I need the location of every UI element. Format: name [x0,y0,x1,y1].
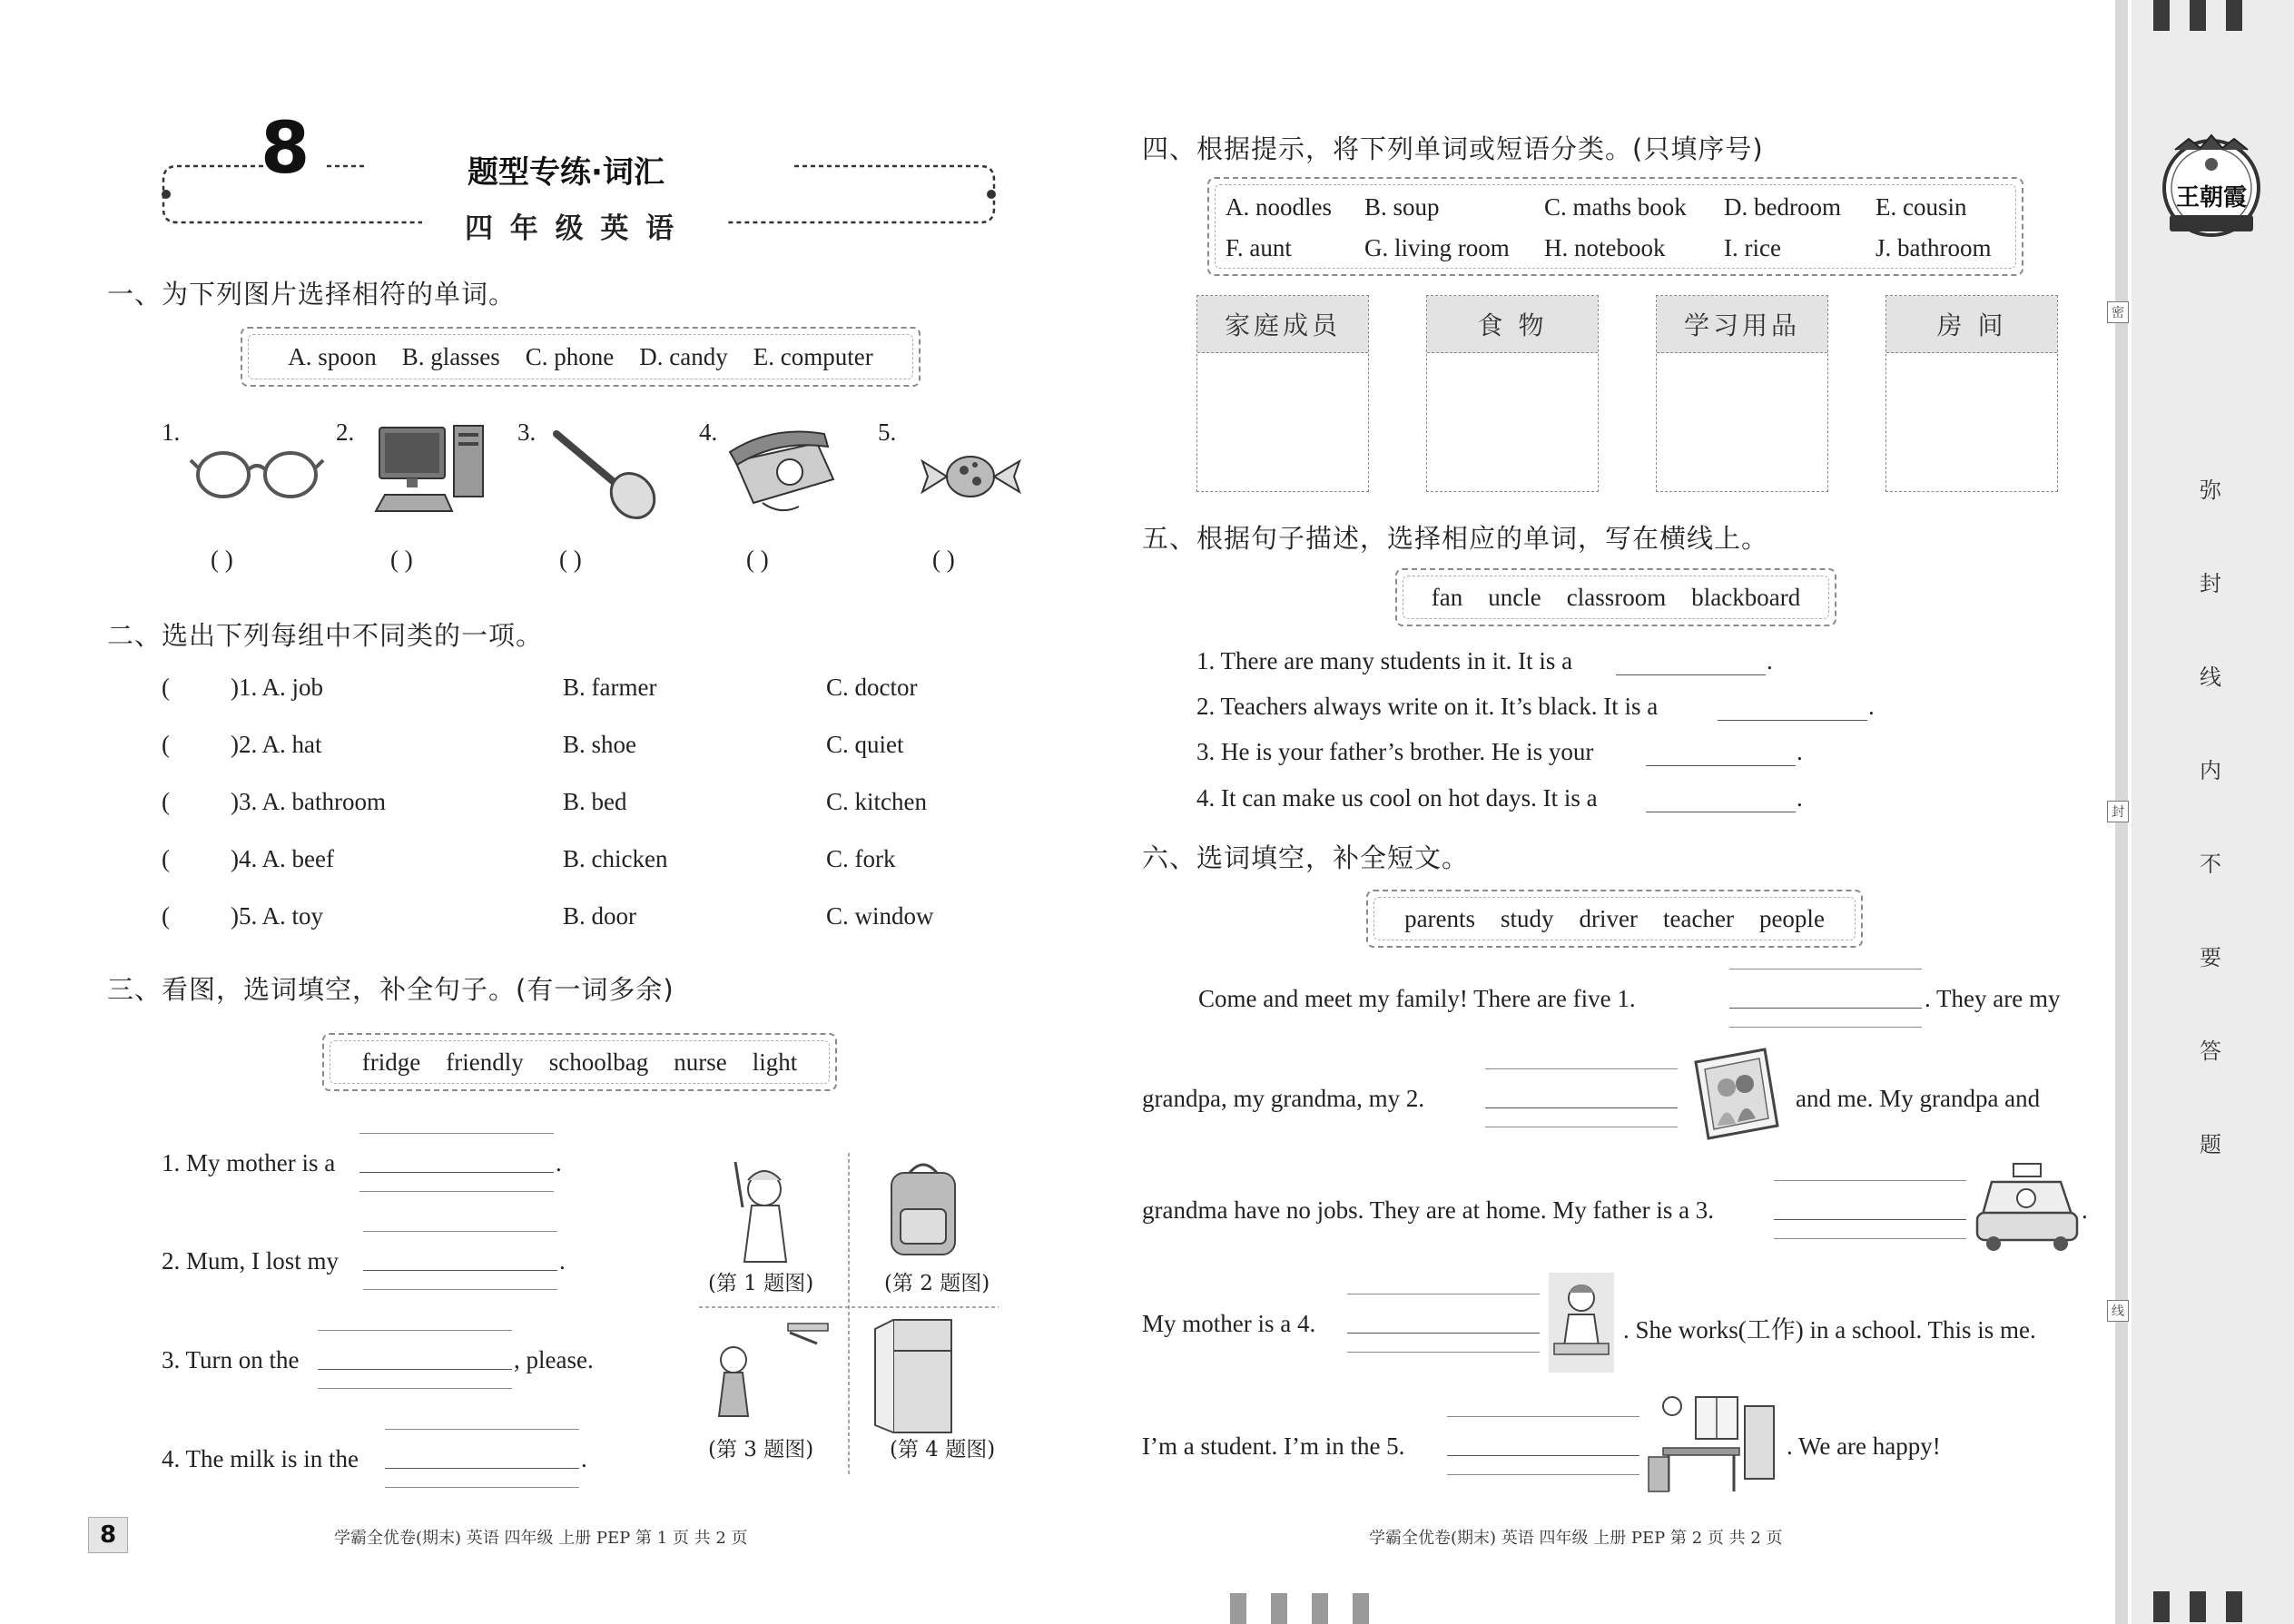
sentence-text: 2. Teachers always write on it. It’s black. It is a [1196,693,1659,720]
passage-text: grandpa, my grandma, my 2. [1142,1085,1425,1112]
option-c: C. doctor [826,674,918,701]
picture-grid [699,1153,999,1475]
sentence-end: . [1868,693,1875,720]
phone-icon [726,425,840,519]
passage-text: My mother is a 4. [1142,1310,1316,1337]
option: B. soup [1364,193,1440,221]
logo-name: 王朝霞 [2175,184,2247,212]
guide-line [1447,1474,1639,1475]
sentence-end: . [1797,738,1803,765]
option-c: C. kitchen [826,788,927,815]
category-box[interactable] [1196,295,1369,492]
option-a: )4. A. beef [231,845,334,872]
option: I. rice [1724,234,1781,261]
bottom-mark [1230,1593,1246,1624]
passage-text: . We are happy! [1787,1432,1941,1460]
footer-left: 学霸全优卷(期末) 英语 四年级 上册 PEP 第 1 页 共 2 页 [334,1529,748,1548]
picture-caption: (第 1 题图) [708,1272,814,1295]
side-char: 要 [2200,945,2221,970]
sentence-end: . [556,1149,562,1176]
word: classroom [1566,583,1667,611]
option: F. aunt [1226,234,1292,261]
sentence-text: 4. It can make us cool on hot days. It is a [1196,784,1598,812]
guide-line [1447,1416,1639,1417]
option-a: )5. A. toy [231,902,324,930]
word: fan [1431,583,1463,611]
teacher-icon [1545,1271,1618,1379]
guide-line [385,1487,579,1488]
passage-text: I’m a student. I’m in the 5. [1142,1432,1405,1460]
brand-logo [2157,132,2266,250]
passage-text: . [2082,1196,2088,1224]
option: A. spoon [288,342,377,370]
part6-heading: 六、选词填空，补全短文。 [1142,842,1470,873]
seal-mark: 线 [2107,1300,2129,1322]
top-bar [2190,0,2206,31]
passage-text: . She works(工作) in a school. This is me. [1623,1316,2036,1343]
side-char: 答 [2200,1038,2221,1064]
word: fridge [361,1048,421,1076]
option: C. maths book [1544,193,1687,221]
answer-line[interactable] [363,1270,557,1271]
category-box[interactable] [1885,295,2058,492]
option: J. bathroom [1876,234,1992,261]
bottom-mark [1312,1593,1328,1624]
sentence-text: 4. The milk is in the [162,1445,359,1472]
guide-line [363,1231,557,1232]
passage-text: grandma have no jobs. They are at home. My father is a 3. [1142,1196,1715,1224]
word: teacher [1663,904,1734,932]
word: uncle [1488,583,1541,611]
word: parents [1404,904,1476,932]
word: blackboard [1691,583,1801,611]
answer-line[interactable] [1729,1008,1922,1009]
answer-paren[interactable]: ( [162,845,170,872]
category-label: 房 间 [1886,296,2057,353]
option: E. cousin [1876,193,1967,221]
seal-mark: 密 [2107,301,2129,323]
side-char: 不 [2200,851,2221,877]
page-number: 8 [99,1521,117,1549]
answer-paren[interactable]: ( [162,902,170,930]
answer-blank[interactable]: ( ) [559,546,582,573]
word: schoolbag [548,1048,649,1076]
answer-paren[interactable]: ( [162,731,170,758]
taxi-icon [1970,1160,2083,1259]
option: B. glasses [401,342,500,370]
picture-caption: (第 4 题图) [890,1438,996,1462]
side-char: 弥 [2200,477,2221,503]
page-title: 题型专练·词汇 [468,154,665,191]
item-number: 4. [699,418,718,446]
guide-line [363,1289,557,1290]
page-number-badge [88,1517,128,1553]
item-number: 5. [878,418,897,446]
sentence-end: . [1767,647,1773,674]
footer-right: 学霸全优卷(期末) 英语 四年级 上册 PEP 第 2 页 共 2 页 [1369,1529,1783,1548]
study-room-icon [1645,1393,1781,1501]
page-subtitle: 四 年 级 英 语 [465,212,678,245]
word: study [1501,904,1554,932]
option-c: C. quiet [826,731,904,758]
answer-blank[interactable]: ( ) [746,546,769,573]
family-photo-icon [1687,1044,1787,1147]
category-box[interactable] [1426,295,1599,492]
side-char: 线 [2200,664,2221,690]
part1-heading: 一、为下列图片选择相符的单词。 [107,279,517,310]
word: driver [1579,904,1639,932]
candy-icon [919,445,1023,512]
option: E. computer [753,342,873,370]
glasses-icon [189,440,325,507]
answer-line[interactable] [1774,1219,1966,1220]
guide-line [318,1388,512,1389]
option-b: B. farmer [563,674,657,701]
guide-line [385,1429,579,1430]
seal-mark: 封 [2107,801,2129,822]
part3-word-box [322,1033,837,1091]
sentence-end: , please. [514,1346,594,1373]
answer-paren[interactable]: ( [162,788,170,815]
option: G. living room [1364,234,1510,261]
sentence-text: 3. Turn on the [162,1346,300,1373]
guide-line [359,1133,554,1134]
item-number: 2. [336,418,355,446]
option-a: )2. A. hat [231,731,322,758]
part6-word-box [1366,890,1863,948]
option-c: C. window [826,902,934,930]
answer-line[interactable] [1485,1107,1678,1108]
word: people [1758,904,1825,932]
sentence-end: . [1797,784,1803,812]
guide-line [359,1191,554,1192]
side-char: 内 [2200,758,2221,783]
option: A. noodles [1226,193,1332,221]
part5-word-box [1395,568,1836,626]
sentence-end: . [559,1247,566,1275]
category-label: 学习用品 [1657,296,1827,353]
option: C. phone [525,342,615,370]
passage-text: . They are my [1925,985,2061,1012]
answer-line[interactable] [1616,674,1766,675]
top-bar [2226,0,2242,31]
passage-text: and me. My grandpa and [1796,1085,2041,1112]
item-number: 3. [517,418,537,446]
bottom-bar [2153,1591,2170,1622]
guide-line [1485,1068,1678,1069]
option-b: B. chicken [563,845,668,872]
category-label: 食 物 [1427,296,1598,353]
bottom-mark [1353,1593,1369,1624]
part3-heading: 三、看图，选词填空，补全句子。(有一词多余) [107,974,674,1005]
answer-blank[interactable]: ( ) [932,546,955,573]
side-char: 题 [2200,1132,2221,1157]
item-number: 1. [162,418,181,446]
option-c: C. fork [826,845,896,872]
category-label: 家庭成员 [1197,296,1368,353]
answer-line[interactable] [318,1369,512,1370]
option-a: )1. A. job [231,674,324,701]
category-box[interactable] [1656,295,1828,492]
sentence-text: 1. My mother is a [162,1149,336,1176]
bottom-mark [1271,1593,1287,1624]
title-number: 8 [261,108,310,190]
sentence-end: . [581,1445,587,1472]
option-b: B. door [563,902,636,930]
bottom-bar [2226,1591,2242,1622]
word: nurse [674,1048,727,1076]
guide-line [1347,1352,1540,1353]
option: D. bedroom [1724,193,1841,221]
spoon-icon [549,427,663,526]
picture-caption: (第 2 题图) [884,1272,990,1295]
guide-line [1774,1180,1966,1181]
answer-line[interactable] [385,1468,579,1469]
part2-heading: 二、选出下列每组中不同类的一项。 [107,620,544,651]
answer-blank[interactable]: ( ) [211,546,233,573]
guide-line [318,1330,512,1331]
passage-text: Come and meet my family! There are five 1. [1198,985,1636,1012]
computer-icon [372,422,486,521]
part5-heading: 五、根据句子描述，选择相应的单词，写在横线上。 [1142,523,1769,554]
part4-heading: 四、根据提示，将下列单词或短语分类。(只填序号) [1142,133,1764,164]
guide-line [1774,1238,1966,1239]
answer-line[interactable] [1447,1455,1639,1456]
part1-word-box [241,327,921,387]
sentence-text: 2. Mum, I lost my [162,1247,340,1275]
answer-line[interactable] [1646,765,1796,766]
option-b: B. shoe [563,731,636,758]
picture-caption: (第 3 题图) [708,1438,814,1462]
sentence-text: 3. He is your father’s brother. He is your [1196,738,1594,765]
option: H. notebook [1544,234,1666,261]
guide-line [1729,1027,1922,1028]
option-a: )3. A. bathroom [231,788,386,815]
answer-line[interactable] [1718,720,1867,721]
answer-line[interactable] [1347,1333,1540,1334]
answer-blank[interactable]: ( ) [390,546,413,573]
word: light [752,1048,798,1076]
option: D. candy [639,342,728,370]
top-bar [2153,0,2170,31]
sentence-text: 1. There are many students in it. It is a [1196,647,1573,674]
side-char: 封 [2200,571,2221,596]
answer-line[interactable] [359,1172,554,1173]
answer-paren[interactable]: ( [162,674,170,701]
bottom-bar [2190,1591,2206,1622]
option-b: B. bed [563,788,627,815]
word: friendly [446,1048,524,1076]
